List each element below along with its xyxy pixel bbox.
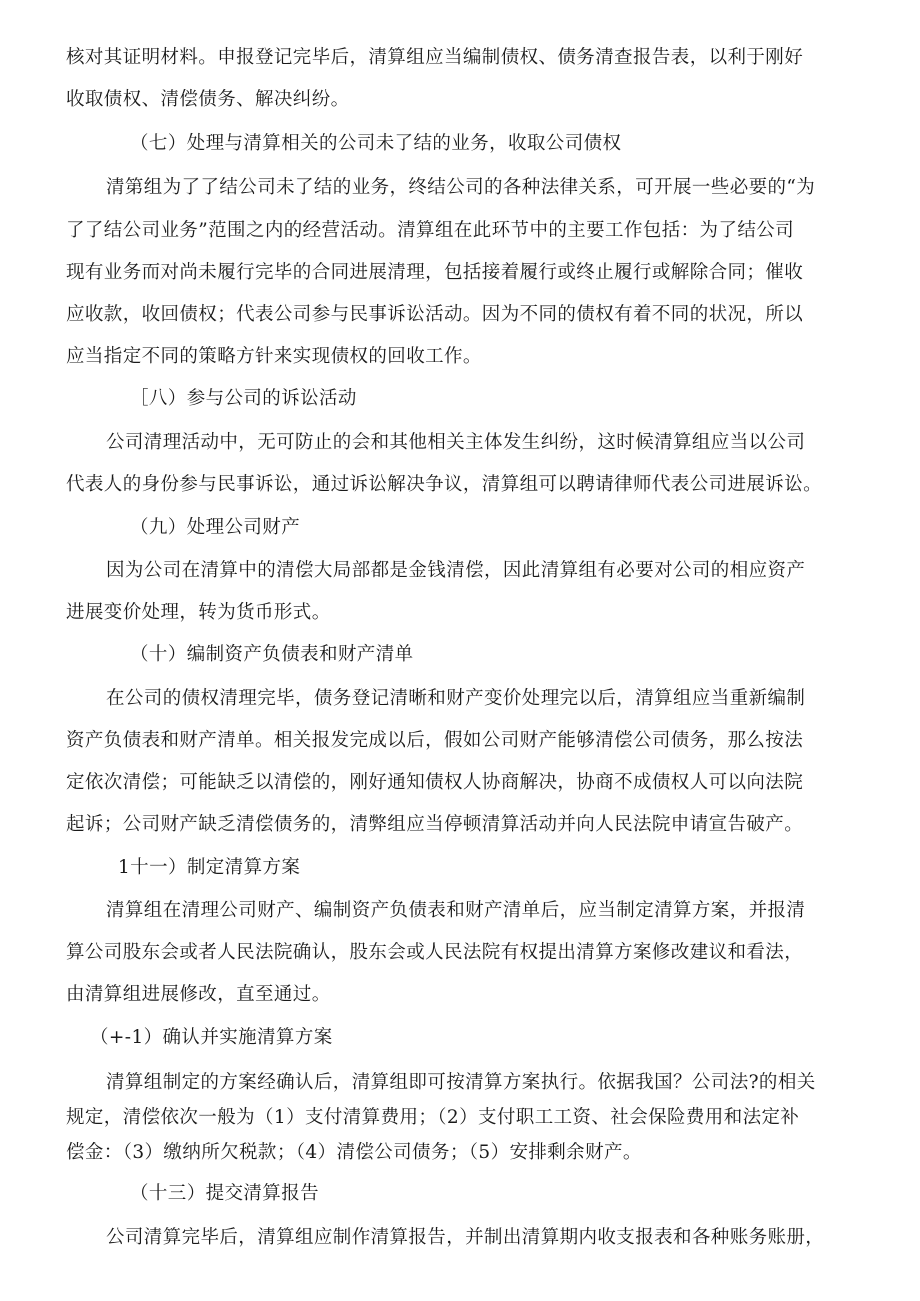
paragraph-6-line-3: 由清算组进展修改，直至通过。: [66, 984, 331, 1005]
paragraph-2-line-5: 应当指定不同的策略方针来实现债权的回收工作。: [66, 346, 482, 367]
paragraph-5-line-2: 资产负债表和财产清单。相关报发完成以后，假如公司财产能够清偿公司债务，那么按法: [66, 730, 804, 751]
paragraph-2-line-3: 现有业务而对尚未履行完毕的合同进展清理，包括接着履行或终止履行或解除合同；催收: [66, 262, 804, 283]
section-heading-13: （十三）提交清算报告: [130, 1183, 320, 1204]
paragraph-6-line-2: 算公司股东会或者人民法院确认，股东会或人民法院有权提出清算方案修改建议和看法，: [66, 942, 804, 963]
section-heading-10: （十）编制资产负债表和财产清单: [130, 644, 414, 665]
section-heading-7: （七）处理与清算相关的公司未了结的业务，收取公司债权: [130, 133, 622, 154]
paragraph-4-line-1: 因为公司在清算中的清偿大局部都是金钱清偿，因此清算组有必要对公司的相应资产: [106, 560, 806, 581]
paragraph-2-line-1: 清第组为了了结公司未了结的业务，终结公司的各种法律关系，可开展一些必要的“为: [106, 177, 816, 198]
paragraph-8-line-1: 公司清算完毕后，清算组应制作清算报告，并制出清算期内收支报表和各种账务账册，: [106, 1227, 825, 1248]
section-heading-8: ［八）参与公司的诉讼活动: [130, 388, 357, 409]
paragraph-7-line-2: 规定，清偿依次一般为（1）支付清算费用；（2）支付职工工资、社会保险费用和法定补: [66, 1107, 800, 1128]
section-heading-11: 1十一）制定清算方案: [118, 857, 301, 878]
paragraph-5-line-1: 在公司的债权清理完毕，债务登记清晰和财产变价处理完以后，清算组应当重新编制: [106, 688, 806, 709]
paragraph-2-line-2: 了了结公司业务”范围之内的经营活动。清算组在此环节中的主要工作包括：为了结公司: [66, 220, 795, 241]
paragraph-2-line-4: 应收款，收回债权；代表公司参与民事诉讼活动。因为不同的债权有着不同的状况，所以: [66, 304, 804, 325]
paragraph-3-line-1: 公司清理活动中，无可防止的会和其他相关主体发生纠纷，这时候清算组应当以公司: [106, 432, 806, 453]
paragraph-5-line-4: 起诉；公司财产缺乏清偿债务的，清弊组应当停顿清算活动并向人民法院申请宣告破产。: [66, 814, 804, 835]
paragraph-3-line-2: 代表人的身份参与民事诉讼，通过诉讼解决争议，清算组可以聘请律师代表公司进展诉讼。: [66, 474, 823, 495]
paragraph-6-line-1: 清算组在清理公司财产、编制资产负债表和财产清单后，应当制定清算方案，并报清: [106, 900, 806, 921]
section-heading-9: （九）处理公司财产: [130, 517, 301, 538]
paragraph-4-line-2: 进展变价处理，转为货币形式。: [66, 602, 331, 623]
paragraph-1-line-1: 核对其证明材料。申报登记完毕后，清算组应当编制债权、债务清查报告表，以利于刚好: [66, 47, 804, 68]
paragraph-1-line-2: 收取债权、清偿债务、解决纠纷。: [66, 89, 350, 110]
paragraph-7-line-1: 清算组制定的方案经确认后，清算组即可按清算方案执行。依据我国？公司法?的相关: [106, 1072, 816, 1093]
section-heading-12: （+-1）确认并实施清算方案: [90, 1027, 333, 1048]
paragraph-7-line-3: 偿金：（3）缴纳所欠税款；（4）清偿公司债务；（5）安排剩余财产。: [66, 1142, 642, 1163]
paragraph-5-line-3: 定依次清偿；可能缺乏以清偿的，刚好通知债权人协商解决，协商不成债权人可以向法院: [66, 772, 804, 793]
